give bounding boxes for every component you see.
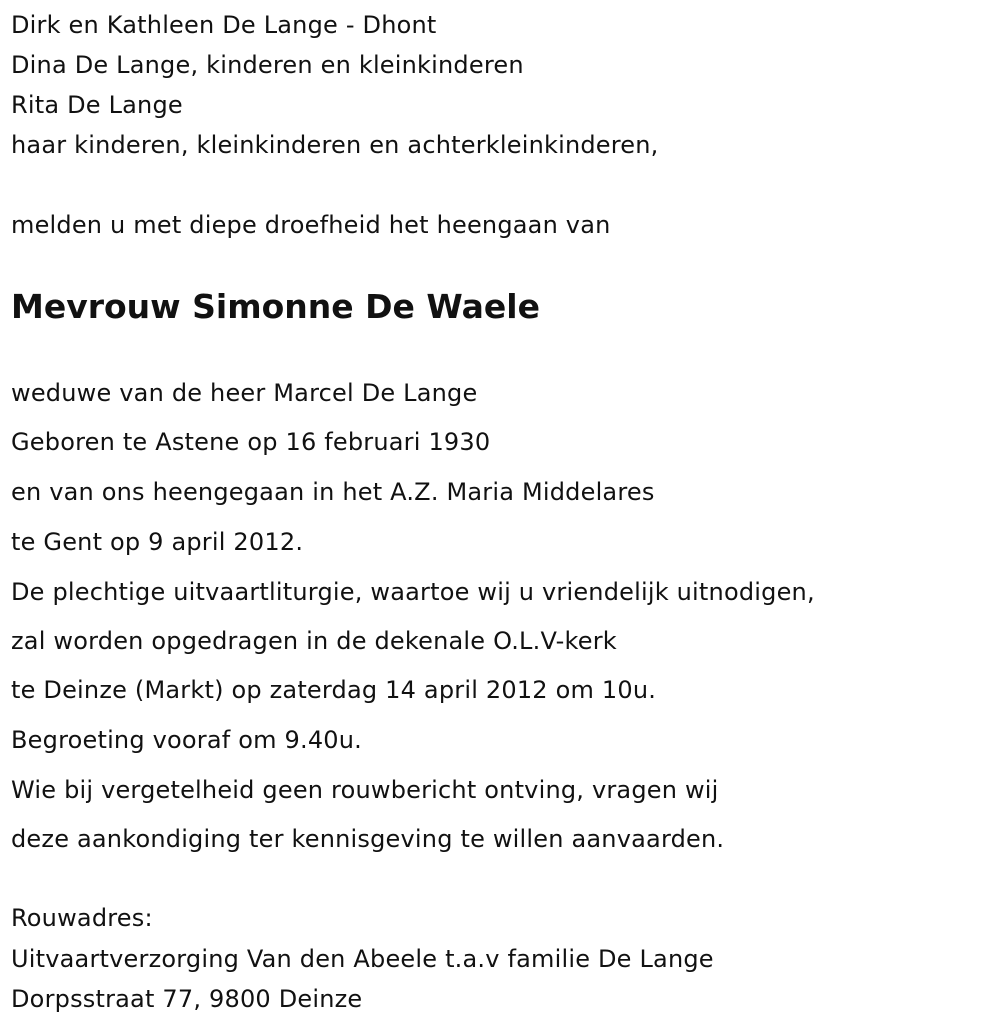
detail-line: weduwe van de heer Marcel De Lange: [11, 379, 478, 407]
detail-line: deze aankondiging ter kennisgeving te willen aanvaarden.: [11, 825, 725, 853]
family-line: Dirk en Kathleen De Lange - Dhont: [11, 11, 437, 39]
family-line: Dina De Lange, kinderen en kleinkinderen: [11, 51, 524, 79]
detail-line: te Deinze (Markt) op zaterdag 14 april 2012 om 10u.: [11, 676, 657, 704]
family-line: Rita De Lange: [11, 91, 183, 119]
detail-line: en van ons heengegaan in het A.Z. Maria Middelares: [11, 478, 655, 506]
deceased-name: Mevrouw Simonne De Waele: [11, 287, 540, 326]
detail-line: De plechtige uitvaartliturgie, waartoe wij u vriendelijk uitnodigen,: [11, 578, 815, 606]
detail-line: Wie bij vergetelheid geen rouwbericht ontving, vragen wij: [11, 776, 719, 804]
address-line: Dorpsstraat 77, 9800 Deinze: [11, 985, 363, 1013]
family-line: haar kinderen, kleinkinderen en achterkleinkinderen,: [11, 131, 659, 159]
detail-line: zal worden opgedragen in de dekenale O.L.V-kerk: [11, 627, 617, 655]
announcement: melden u met diepe droefheid het heengaan van: [11, 211, 611, 239]
detail-line: Begroeting vooraf om 9.40u.: [11, 726, 362, 754]
detail-line: te Gent op 9 april 2012.: [11, 528, 304, 556]
detail-line: Geboren te Astene op 16 februari 1930: [11, 428, 491, 456]
address-label: Rouwadres:: [11, 904, 153, 932]
address-line: Uitvaartverzorging Van den Abeele t.a.v familie De Lange: [11, 945, 714, 973]
